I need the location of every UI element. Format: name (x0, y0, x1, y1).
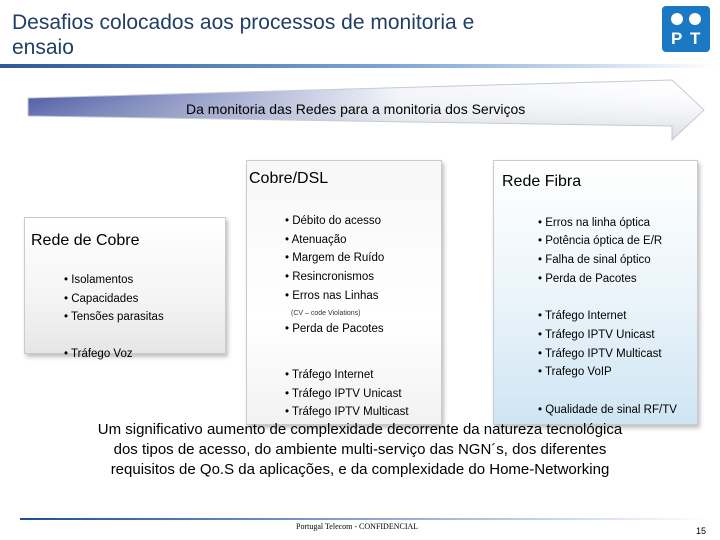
logo-dot-left (671, 13, 683, 25)
logo-dot-right (689, 13, 701, 25)
fibra-item: • Potência óptica de E/R (538, 235, 663, 247)
dsl-item: • Margem de Ruído (285, 252, 385, 264)
pt-logo (662, 6, 710, 52)
copper-item: • Tensões parasitas (64, 311, 164, 323)
fibra-item: • Tráfego Internet (538, 310, 627, 322)
fibra-item: • Trafego VoIP (538, 366, 612, 378)
logo-letter-t: T (690, 29, 701, 48)
fibra-item: • Erros na linha óptica (538, 217, 651, 229)
dsl-note: (CV – code Violations) (291, 310, 361, 317)
footer-rule (20, 518, 710, 520)
dsl-item: • Tráfego IPTV Multicast (285, 406, 409, 418)
dsl-item: • Perda de Pacotes (285, 323, 384, 335)
title-line-1: Desafios colocados aos processos de monitoria e (12, 11, 475, 34)
fibra-item: • Tráfego IPTV Multicast (538, 348, 662, 360)
summary-line: Um significativo aumento de complexidade decorrente da natureza tecnológica (97, 421, 623, 438)
fibra-item: • Tráfego IPTV Unicast (538, 329, 655, 341)
fibra-panel (493, 160, 698, 425)
summary-line: dos tipos de acesso, do ambiente multi-serviço das NGN´s, dos diferentes (113, 441, 607, 458)
dsl-title: Cobre/DSL (249, 170, 329, 187)
summary-text (30, 420, 690, 480)
dsl-item: • Débito do acesso (285, 215, 382, 227)
fibra-item: • Falha de sinal óptico (538, 254, 651, 266)
dsl-item: • Tráfego Internet (285, 369, 374, 381)
dsl-item: • Tráfego IPTV Unicast (285, 388, 402, 400)
slide-title (12, 10, 612, 60)
copper-item: • Tráfego Voz (64, 348, 133, 360)
fibra-title: Rede Fibra (502, 173, 582, 190)
dsl-item: • Erros nas Linhas (285, 290, 379, 302)
arrow-label: Da monitoria das Redes para a monitoria dos Serviços (186, 101, 526, 117)
fibra-item: • Qualidade de sinal RF/TV (538, 404, 677, 416)
copper-item: • Isolamentos (64, 274, 134, 286)
copper-item: • Capacidades (64, 293, 139, 305)
summary-line: requisitos de Qo.S da aplicações, e da complexidade do Home-Networking (110, 461, 610, 478)
dsl-item: • Atenuação (285, 234, 347, 246)
dsl-item: • Resincronismos (285, 271, 375, 283)
fibra-item: • Perda de Pacotes (538, 273, 637, 285)
title-line-2: ensaio (12, 36, 74, 59)
copper-title: Rede de Cobre (31, 232, 140, 249)
page-number: 15 (696, 526, 707, 536)
footer-confidential: Portugal Telecom - CONFIDENCIAL (296, 522, 419, 531)
logo-letter-p: P (671, 29, 683, 48)
